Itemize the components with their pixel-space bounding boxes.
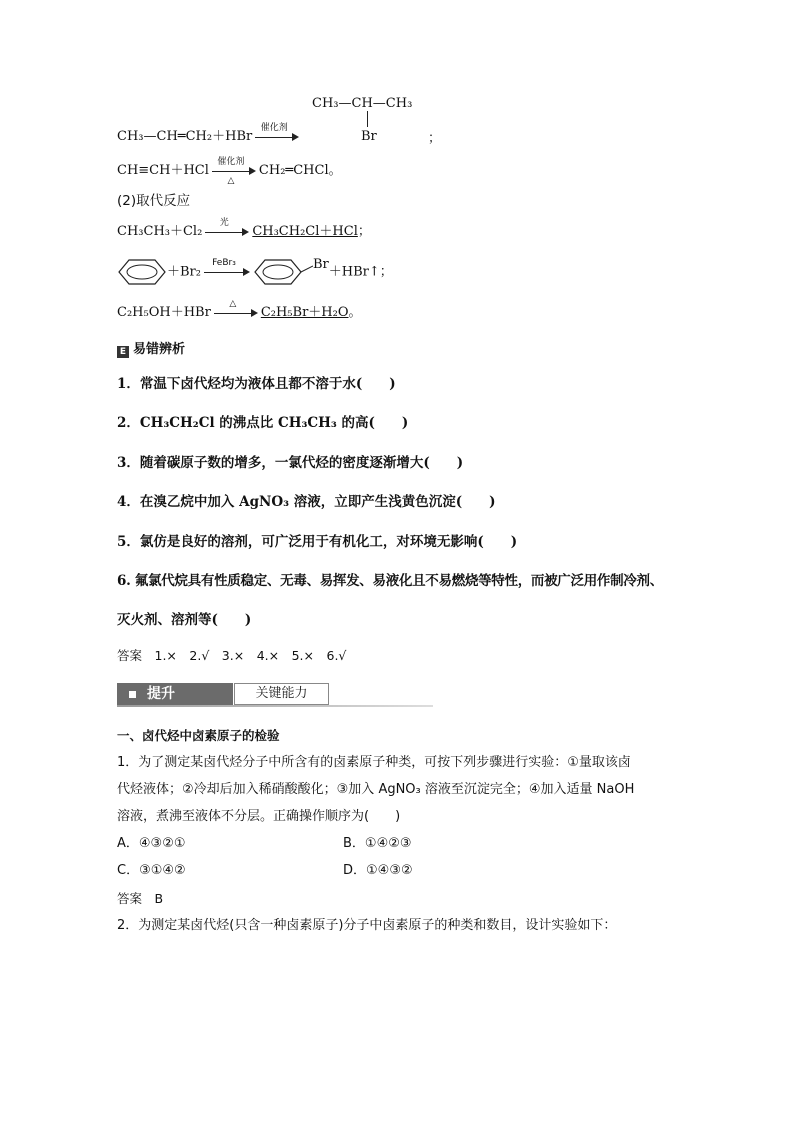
heat-label: △ bbox=[227, 175, 235, 186]
option-d: D．①④③② bbox=[343, 863, 413, 878]
reaction-arrow bbox=[214, 298, 258, 320]
reaction-arrow bbox=[255, 122, 299, 144]
error-item: 5．氯仿是良好的溶剂，可广泛用于有机化工，对环境无影响( ) bbox=[117, 534, 518, 550]
reaction-4 bbox=[117, 258, 393, 288]
product-branch-br: Br bbox=[361, 129, 377, 144]
branch-bond bbox=[367, 111, 368, 127]
banner-dark-tab bbox=[117, 683, 233, 705]
reaction-arrow bbox=[205, 217, 249, 239]
reaction-5-right: C₂H₅Br＋H₂O bbox=[260, 305, 349, 320]
square-icon bbox=[129, 691, 136, 698]
febr3-label: FeBr₃ bbox=[212, 258, 236, 268]
question-1-line: 溶液，煮沸至液体不分层。正确操作顺序为( ) bbox=[117, 809, 401, 824]
bromobenzene-ring-icon bbox=[253, 258, 313, 286]
errors-title: 易错辨析 bbox=[133, 342, 186, 357]
reaction-4-plus: ＋Br₂ bbox=[167, 264, 201, 280]
reaction-4-br: Br bbox=[312, 256, 329, 272]
question-1-answer: 答案 B bbox=[117, 891, 164, 906]
substitution-title: (2)取代反应 bbox=[117, 193, 191, 209]
error-item-continued: 灭火剂、溶剂等( ) bbox=[117, 612, 252, 628]
section-banner bbox=[117, 683, 433, 707]
banner-light-tab: 关键能力 bbox=[234, 683, 329, 705]
banner-dark-label: 提升 bbox=[147, 686, 175, 702]
errors-answer: 答案 1.× 2.√ 3.× 4.× 5.× 6.√ bbox=[117, 648, 347, 663]
reaction-2 bbox=[117, 156, 342, 186]
option-c: C．③①④② bbox=[117, 863, 186, 878]
section-marker-icon: E bbox=[117, 346, 129, 358]
reaction-arrow bbox=[204, 258, 250, 279]
section-1-heading: 一、卤代烃中卤素原子的检验 bbox=[117, 728, 280, 743]
reaction-1-left: CH₃—CH═CH₂＋HBr bbox=[117, 129, 253, 144]
reaction-2-left: CH≡CH＋HCl bbox=[117, 163, 209, 178]
error-item: 4．在溴乙烷中加入 AgNO₃ 溶液，立即产生浅黄色沉淀( ) bbox=[117, 494, 496, 510]
reaction-3-right: CH₃CH₂Cl＋HCl bbox=[252, 224, 358, 239]
option-a: A．④③②① bbox=[117, 836, 186, 851]
error-item: 1．常温下卤代烃均为液体且都不溶于水( ) bbox=[117, 376, 396, 392]
error-item: 2．CH₃CH₂Cl 的沸点比 CH₃CH₃ 的高( ) bbox=[117, 415, 409, 431]
question-2: 2．为测定某卤代烃(只含一种卤素原子)分子中卤素原子的种类和数目，设计实验如下： bbox=[117, 918, 617, 933]
question-1-line: 代烃液体；②冷却后加入稀硝酸酸化；③加入 AgNO₃ 溶液至沉淀完全；④加入适量 NaOH bbox=[117, 782, 635, 797]
catalyst-label: 催化剂 bbox=[260, 122, 288, 133]
reaction-5-end: 。 bbox=[348, 305, 362, 320]
reaction-5-left: C₂H₅OH＋HBr bbox=[117, 305, 211, 320]
reaction-2-right: CH₂═CHCl。 bbox=[258, 163, 342, 178]
benzene-ring-icon bbox=[117, 258, 167, 286]
reaction-1 bbox=[117, 122, 302, 146]
option-b: B．①④②③ bbox=[343, 836, 412, 851]
reaction-3 bbox=[117, 217, 371, 241]
product-branch-top: CH₃—CH—CH₃ bbox=[312, 96, 413, 111]
light-label: 光 bbox=[219, 217, 229, 228]
reaction-1-end: ； bbox=[428, 131, 442, 146]
error-item: 3．随着碳原子数的增多，一氯代烃的密度逐渐增大( ) bbox=[117, 455, 464, 471]
reaction-4-right: ＋HBr↑； bbox=[328, 264, 393, 280]
heat-label: △ bbox=[229, 298, 237, 309]
banner-rule bbox=[117, 705, 433, 707]
reaction-3-end: ； bbox=[357, 224, 371, 239]
reaction-3-left: CH₃CH₃＋Cl₂ bbox=[117, 224, 203, 239]
error-item: 6. 氟氯代烷具有性质稳定、无毒、易挥发、易液化且不易燃烧等特性，而被广泛用作制冷剂、 bbox=[117, 573, 663, 589]
errors-heading bbox=[117, 341, 185, 359]
catalyst-label: 催化剂 bbox=[217, 156, 245, 167]
reaction-5 bbox=[117, 298, 362, 322]
reaction-arrow bbox=[212, 156, 256, 186]
question-1-line: 1．为了测定某卤代烃分子中所含有的卤素原子种类，可按下列步骤进行实验：①量取该卤 bbox=[117, 755, 631, 770]
